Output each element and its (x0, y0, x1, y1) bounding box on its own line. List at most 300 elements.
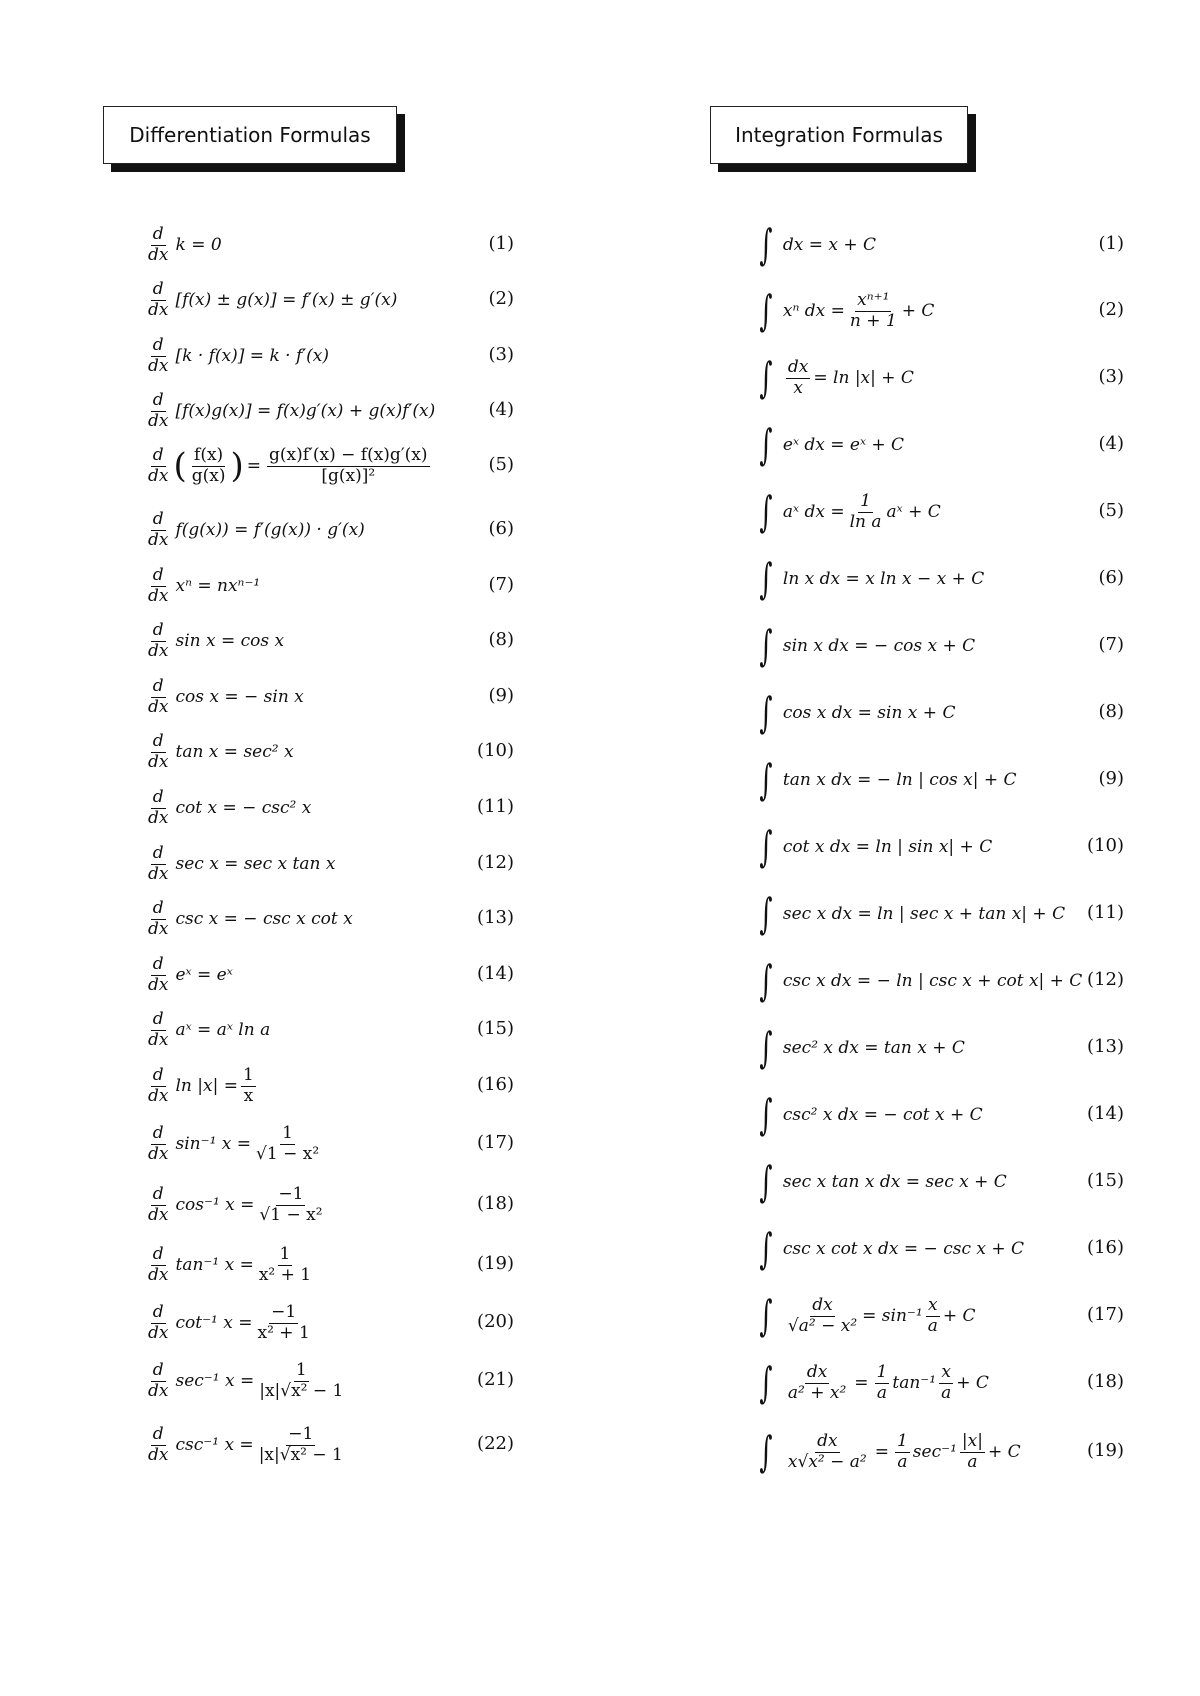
equation-number: (4) (488, 399, 514, 420)
equation-number: (22) (477, 1433, 514, 1454)
power-rule-fraction (848, 289, 899, 331)
d-numerator: d (152, 508, 164, 529)
formula-rhs: cot x = − csc² x (175, 798, 312, 818)
equation-number: (12) (477, 852, 514, 873)
constant: + C (942, 1306, 976, 1326)
integral-sign-icon: ∫ (759, 822, 773, 871)
d-dx-operator (146, 1301, 170, 1343)
d-numerator: d (152, 1122, 164, 1143)
d-numerator: d (152, 1359, 164, 1380)
diff-formula (143, 1243, 316, 1287)
diff-formula (143, 389, 435, 433)
diff-formula (143, 1423, 348, 1467)
dx-denominator: dx (148, 974, 169, 995)
dx-denominator: dx (148, 1204, 169, 1225)
equation-number: (6) (1098, 567, 1124, 588)
d-dx-operator (146, 389, 170, 431)
numerator: −1 (288, 1423, 314, 1444)
one-over-a (895, 1430, 910, 1472)
denominator: a (876, 1382, 888, 1403)
integ-formula (755, 620, 975, 672)
arcsec-derivative (257, 1359, 345, 1401)
formula-rhs: eˣ = eˣ (175, 965, 233, 985)
dx-denominator: dx (148, 1029, 169, 1050)
equation-number: (6) (488, 518, 514, 539)
denominator: a (927, 1315, 938, 1336)
diff-formula-row (0, 619, 600, 663)
one-over-a (875, 1361, 890, 1403)
diff-formula-row (0, 564, 600, 608)
integ-formula-row (600, 352, 1200, 404)
integ-formula (755, 219, 876, 271)
denominator: a (897, 1451, 908, 1472)
equation-number: (5) (1098, 500, 1124, 521)
d-dx-operator (146, 1183, 170, 1225)
diff-formula-row (0, 897, 600, 941)
integ-formula (755, 1290, 975, 1342)
formula-rhs: cot⁻¹ x = (175, 1313, 253, 1333)
diff-formula (143, 786, 311, 830)
equation-number: (3) (1098, 366, 1124, 387)
diff-formula-row (0, 842, 600, 886)
equation-number: (18) (1087, 1371, 1124, 1392)
equation-number: (16) (1087, 1237, 1124, 1258)
left-paren: ( (173, 446, 187, 486)
arccsc-derivative (257, 1423, 345, 1465)
quotient-fraction (190, 444, 228, 486)
formula-rhs: aˣ = aˣ ln a (175, 1020, 271, 1040)
integrand: tan x dx = − ln | cos x| + C (782, 770, 1017, 790)
x-over-a (939, 1361, 953, 1403)
integ-formula (755, 1156, 1007, 1208)
formula-rhs: xⁿ = nxⁿ⁻¹ (175, 576, 261, 596)
integ-formula-row (600, 1156, 1200, 1208)
integral-sign-icon: ∫ (759, 621, 773, 670)
numerator: 1 (896, 1430, 908, 1451)
d-numerator: d (152, 1008, 164, 1029)
d-dx-operator (146, 223, 170, 265)
integral-sign-icon: ∫ (759, 755, 773, 804)
integ-formula-row (600, 754, 1200, 806)
equation-number: (12) (1087, 969, 1124, 990)
formula-rhs: f(g(x)) = f′(g(x)) · g′(x) (175, 520, 365, 540)
equation-number: (15) (477, 1018, 514, 1039)
integ-formula-row (600, 285, 1200, 337)
d-numerator: d (152, 675, 164, 696)
one-over-ln-a (848, 490, 884, 532)
constant: + C (987, 1442, 1021, 1462)
dx-denominator: dx (148, 585, 169, 606)
d-dx-operator (146, 730, 170, 772)
numerator: 1 (860, 490, 871, 511)
d-numerator: d (152, 953, 164, 974)
integrand: sec² x dx = tan x + C (782, 1038, 965, 1058)
d-dx-operator (146, 1423, 170, 1465)
d-numerator: d (152, 1243, 164, 1264)
arcsin-derivative (254, 1122, 321, 1164)
numerator: x (941, 1361, 951, 1382)
equation-number: (13) (1087, 1036, 1124, 1057)
result: aˣ + C (886, 502, 941, 522)
denominator: a (967, 1451, 978, 1472)
d-dx-operator (146, 278, 170, 320)
integrand: aˣ dx = (782, 502, 845, 522)
formula-rhs: cos x = − sin x (175, 687, 304, 707)
d-dx-operator (146, 619, 170, 661)
equation-number: (7) (1098, 634, 1124, 655)
dx-denominator: dx (148, 529, 169, 550)
formula-rhs: cos⁻¹ x = (175, 1195, 255, 1215)
integral-sign-icon: ∫ (759, 487, 773, 536)
integral-sign-icon: ∫ (759, 1090, 773, 1139)
numerator: dx (787, 356, 809, 377)
diff-formula-row (0, 1122, 600, 1166)
denominator: x² + 1 (258, 1264, 312, 1285)
diff-formula-row (0, 278, 600, 322)
diff-formula (143, 1122, 324, 1166)
denominator: x² + 1 (257, 1322, 310, 1343)
dx-denominator: dx (148, 751, 169, 772)
diff-formula (143, 842, 335, 886)
equation-number: (8) (1098, 701, 1124, 722)
integ-formula (755, 754, 1017, 806)
equation-number: (2) (488, 288, 514, 309)
integrand: csc x dx = − ln | csc x + cot x| + C (782, 971, 1083, 991)
integrand: sec x tan x dx = sec x + C (782, 1172, 1007, 1192)
integ-formula-row (600, 419, 1200, 471)
arctan-derivative (257, 1243, 313, 1285)
denominator: ln a (849, 511, 882, 532)
integral-sign-icon: ∫ (759, 220, 773, 269)
diff-formula-row (0, 1183, 600, 1227)
dx-denominator: dx (148, 1444, 169, 1465)
dx-denominator: dx (148, 640, 169, 661)
diff-formula (143, 508, 365, 552)
integral-sign-icon: ∫ (759, 353, 773, 402)
diff-formula-row (0, 389, 600, 433)
diff-formula-row (0, 223, 600, 267)
d-dx-operator (146, 953, 170, 995)
d-dx-operator (146, 1008, 170, 1050)
integ-formula-row (600, 486, 1200, 538)
integrand: cot x dx = ln | sin x| + C (782, 837, 993, 857)
formula-rhs: sin x = cos x (175, 631, 285, 651)
integrand: cos x dx = sin x + C (782, 703, 956, 723)
d-numerator: d (152, 1183, 164, 1204)
arcsin-integrand (786, 1294, 859, 1336)
equals-sign: = (874, 1442, 889, 1462)
abs-x-over-a (960, 1430, 985, 1472)
numerator: x (927, 1294, 938, 1315)
integ-formula (755, 687, 955, 739)
constant: + C (901, 301, 935, 321)
d-dx-operator (146, 1122, 170, 1164)
integration-title: Integration Formulas (735, 123, 943, 147)
dx-over-x (786, 356, 810, 398)
diff-formula-row (0, 1064, 600, 1108)
diff-formula-row (0, 1359, 600, 1403)
dx-denominator: dx (148, 1380, 169, 1401)
integrand: xⁿ dx = (782, 301, 845, 321)
integ-formula-row (600, 687, 1200, 739)
integ-formula (755, 285, 934, 337)
d-dx-operator (146, 334, 170, 376)
integ-formula-row (600, 219, 1200, 271)
formula-rhs: sin⁻¹ x = (175, 1134, 252, 1154)
numerator: xⁿ⁺¹ (857, 289, 890, 310)
numerator: 1 (242, 1064, 254, 1085)
equation-number: (5) (488, 454, 514, 475)
equation-number: (17) (477, 1132, 514, 1153)
integrand: ln x dx = x ln x − x + C (782, 569, 985, 589)
x-over-a (926, 1294, 940, 1336)
result: = sin⁻¹ (862, 1306, 923, 1326)
formula-rhs: k = 0 (175, 235, 222, 255)
integ-formula (755, 888, 1065, 940)
integrand: sec x dx = ln | sec x + tan x| + C (782, 904, 1066, 924)
diff-formula (143, 675, 304, 719)
numerator: 1 (282, 1122, 293, 1143)
integrand: sin x dx = − cos x + C (782, 636, 976, 656)
equation-number: (15) (1087, 1170, 1124, 1191)
equation-number: (8) (488, 629, 514, 650)
d-numerator: d (152, 278, 164, 299)
d-dx-operator (146, 564, 170, 606)
d-numerator: d (152, 619, 164, 640)
diff-formula-row (0, 444, 600, 488)
integ-formula-row (600, 821, 1200, 873)
diff-formula-row (0, 334, 600, 378)
arcsec-integrand (786, 1430, 869, 1472)
equation-number: (9) (488, 685, 514, 706)
diff-formula (143, 730, 294, 774)
one-over-x (241, 1064, 256, 1106)
integ-formula (755, 1426, 1021, 1478)
integral-sign-icon: ∫ (759, 956, 773, 1005)
diff-formula-row (0, 1008, 600, 1052)
integral-sign-icon: ∫ (759, 688, 773, 737)
formula-rhs: csc x = − csc x cot x (175, 909, 353, 929)
d-dx-operator (146, 842, 170, 884)
integ-formula (755, 486, 941, 538)
d-numerator: d (152, 1423, 164, 1444)
equation-number: (7) (488, 574, 514, 595)
numerator: g(x)f′(x) − f(x)g′(x) (269, 444, 428, 465)
d-numerator: d (152, 1064, 164, 1085)
diff-formula (143, 444, 433, 488)
dx-denominator: dx (148, 1143, 169, 1164)
d-numerator: d (152, 223, 164, 244)
numerator: 1 (295, 1359, 307, 1380)
equation-number: (20) (477, 1311, 514, 1332)
dx-denominator: dx (148, 465, 169, 486)
diff-formula (143, 953, 233, 997)
numerator: dx (806, 1361, 828, 1382)
d-dx-operator (146, 508, 170, 550)
diff-formula (143, 619, 284, 663)
integ-formula-row (600, 1089, 1200, 1141)
dx-denominator: dx (148, 863, 169, 884)
integ-formula (755, 553, 984, 605)
denominator: √a² − x² (787, 1315, 858, 1336)
diff-formula (143, 1064, 259, 1108)
integral-sign-icon: ∫ (759, 1224, 773, 1273)
diff-formula (143, 223, 222, 267)
formula-rhs: ln |x| = (175, 1076, 238, 1096)
d-numerator: d (152, 897, 164, 918)
denominator: x (793, 377, 803, 398)
integ-formula (755, 821, 992, 873)
diff-formula-row (0, 1301, 600, 1345)
equation-number: (4) (1098, 433, 1124, 454)
integrand: eˣ dx = eˣ + C (782, 435, 905, 455)
d-dx-operator (146, 675, 170, 717)
equation-number: (9) (1098, 768, 1124, 789)
integral-sign-icon: ∫ (759, 420, 773, 469)
denominator: a (941, 1382, 952, 1403)
arccot-derivative (256, 1301, 312, 1343)
diff-formula-row (0, 1423, 600, 1467)
equals-sign: = (246, 456, 261, 476)
integral-sign-icon: ∫ (759, 1023, 773, 1072)
arctan-integrand (786, 1361, 848, 1403)
numerator: |x| (961, 1430, 983, 1451)
dx-denominator: dx (148, 355, 169, 376)
numerator: −1 (278, 1183, 304, 1204)
integ-formula-row (600, 955, 1200, 1007)
equation-number: (17) (1087, 1304, 1124, 1325)
constant: + C (956, 1373, 989, 1393)
integ-formula-row (600, 620, 1200, 672)
equation-number: (11) (477, 796, 514, 817)
d-numerator: d (152, 564, 164, 585)
equation-number: (14) (1087, 1103, 1124, 1124)
quotient-rule-fraction (267, 444, 430, 486)
differentiation-title: Differentiation Formulas (129, 123, 371, 147)
diff-formula (143, 1359, 348, 1403)
denominator: √1 − x² (259, 1204, 323, 1225)
numerator: 1 (876, 1361, 888, 1382)
integral-sign-icon: ∫ (759, 889, 773, 938)
integ-formula (755, 955, 1082, 1007)
result: = ln |x| + C (813, 368, 914, 388)
equals-sign: = (854, 1373, 869, 1393)
integ-formula-row (600, 1022, 1200, 1074)
d-dx-operator (146, 1359, 170, 1401)
numerator: −1 (271, 1301, 297, 1322)
d-numerator: d (152, 730, 164, 751)
formula-rhs: tan⁻¹ x = (175, 1255, 254, 1275)
denominator: a² + x² (787, 1382, 847, 1403)
denominator: x√x² − a² (787, 1451, 867, 1472)
integ-formula (755, 1022, 965, 1074)
integrand: csc x cot x dx = − csc x + C (782, 1239, 1025, 1259)
integ-formula (755, 1089, 983, 1141)
d-dx-operator (146, 444, 170, 486)
denominator: |x|√x² − 1 (258, 1444, 343, 1465)
formula-rhs: tan x = sec² x (175, 742, 294, 762)
diff-formula-row (0, 508, 600, 552)
d-numerator: d (152, 786, 164, 807)
diff-formula (143, 278, 397, 322)
d-dx-operator (146, 897, 170, 939)
equation-number: (1) (488, 233, 514, 254)
integral-sign-icon: ∫ (759, 1427, 773, 1476)
arcsec-label: sec⁻¹ (912, 1442, 957, 1462)
dx-denominator: dx (148, 696, 169, 717)
integ-formula (755, 352, 914, 404)
denominator: x (243, 1085, 254, 1106)
integ-formula-row (600, 553, 1200, 605)
denominator: g(x) (191, 465, 226, 486)
numerator: f(x) (194, 444, 224, 465)
formula-rhs: [f(x) ± g(x)] = f′(x) ± g′(x) (175, 290, 398, 310)
d-numerator: d (152, 842, 164, 863)
dx-denominator: dx (148, 1264, 169, 1285)
dx-denominator: dx (148, 410, 169, 431)
dx-denominator: dx (148, 1322, 169, 1343)
formula-rhs: [k · f(x)] = k · f′(x) (175, 346, 329, 366)
d-dx-operator (146, 786, 170, 828)
dx-denominator: dx (148, 807, 169, 828)
equation-number: (1) (1098, 233, 1124, 254)
diff-formula (143, 564, 260, 608)
numerator: dx (812, 1294, 833, 1315)
equation-number: (21) (477, 1369, 514, 1390)
integral-sign-icon: ∫ (759, 554, 773, 603)
dx-denominator: dx (148, 918, 169, 939)
differentiation-title-box (103, 106, 397, 164)
d-dx-operator (146, 1064, 170, 1106)
d-numerator: d (152, 334, 164, 355)
integral-sign-icon: ∫ (759, 1358, 773, 1407)
right-paren: ) (230, 446, 244, 486)
diff-formula (143, 897, 353, 941)
numerator: 1 (279, 1243, 291, 1264)
integ-formula (755, 1223, 1024, 1275)
equation-number: (18) (477, 1193, 514, 1214)
dx-denominator: dx (148, 244, 169, 265)
integration-title-box (710, 106, 968, 164)
diff-formula-row (0, 953, 600, 997)
d-numerator: d (152, 1301, 164, 1322)
integrand: csc² x dx = − cot x + C (782, 1105, 983, 1125)
integ-formula-row (600, 1357, 1200, 1409)
d-dx-operator (146, 1243, 170, 1285)
equation-number: (3) (488, 344, 514, 365)
integ-formula-row (600, 1290, 1200, 1342)
diff-formula-row (0, 730, 600, 774)
dx-denominator: dx (148, 299, 169, 320)
dx-denominator: dx (148, 1085, 169, 1106)
integ-formula-row (600, 888, 1200, 940)
diff-formula (143, 334, 329, 378)
equation-number: (19) (477, 1253, 514, 1274)
equation-number: (13) (477, 907, 514, 928)
diff-formula-row (0, 786, 600, 830)
denominator: n + 1 (849, 310, 897, 331)
equation-number: (10) (477, 740, 514, 761)
integ-formula-row (600, 1223, 1200, 1275)
integrand: dx = x + C (782, 235, 877, 255)
equation-number: (11) (1087, 902, 1124, 923)
equation-number: (16) (477, 1074, 514, 1095)
d-numerator: d (152, 389, 164, 410)
integral-sign-icon: ∫ (759, 1157, 773, 1206)
denominator: |x|√x² − 1 (259, 1380, 344, 1401)
integral-sign-icon: ∫ (759, 1291, 773, 1340)
diff-formula (143, 1301, 315, 1345)
